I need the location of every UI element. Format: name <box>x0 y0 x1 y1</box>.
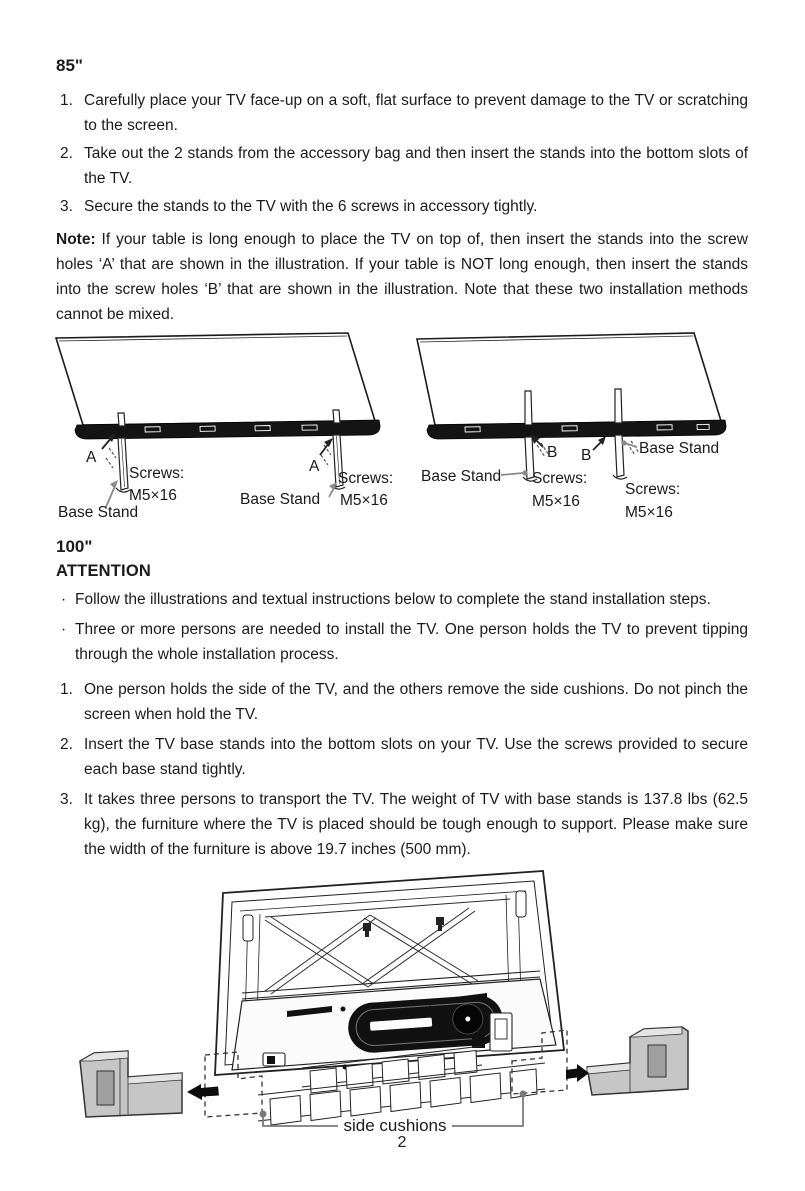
figure-side-cushions <box>70 865 730 1133</box>
label-screws-size: M5×16 <box>129 487 177 504</box>
leader-base-stand-right <box>621 440 637 447</box>
bracket-left-icon <box>243 915 253 941</box>
remove-arrow-left-icon <box>187 1084 219 1100</box>
step-number: 3. <box>60 198 73 215</box>
label-screws: Screws: <box>129 465 185 482</box>
list-item <box>56 587 748 612</box>
side-cushion-left <box>80 1051 182 1117</box>
arrow-a-right <box>320 438 333 455</box>
label-screws: Screws: <box>338 470 394 487</box>
side-cushion-right <box>587 1027 688 1095</box>
leader-base-stand-left <box>501 470 528 475</box>
figure-side-cushions-wrap <box>70 865 748 1133</box>
list-item <box>56 617 748 667</box>
page-number: 2 <box>397 1134 407 1151</box>
list-item <box>56 677 748 727</box>
label-base-stand: Base Stand <box>240 491 321 508</box>
steps-100-list <box>56 677 748 862</box>
step-text: Take out the 2 stands from the accessory bag and then insert the stands into the bottom slots of the TV. <box>84 145 748 187</box>
attention-bullets <box>56 587 748 667</box>
step-number: 2. <box>60 736 73 753</box>
steps-85-list <box>56 88 748 219</box>
heading-85-inch: 85" <box>56 56 83 75</box>
list-item <box>56 194 748 219</box>
note-text: If your table is long enough to place the TV on top of, then insert the stands into the screw holes ‘A’ that are shown in the illustration. If your table is NOT long enough, then insert the stands into the screw holes ‘B’ that are shown in the illustration. Note that these two installation methods cannot be mixed. <box>56 231 748 323</box>
label-screws-size: M5×16 <box>625 504 673 521</box>
label-screws: Screws: <box>532 470 588 487</box>
list-item <box>56 88 748 138</box>
step-number: 1. <box>60 681 73 698</box>
label-base-stand: Base Stand <box>421 468 502 485</box>
figure-stand-position-a <box>50 331 402 529</box>
step-text: Insert the TV base stands into the bottom slots on your TV. Use the screws provided to secure each base stand tightly. <box>84 736 748 778</box>
figure-stand-position-b <box>407 331 765 529</box>
bullet-text: Three or more persons are needed to install the TV. One person holds the TV to prevent tipping through the whole installation process. <box>75 621 748 663</box>
label-position-b: B <box>581 447 592 464</box>
stand-position-figures <box>50 331 765 529</box>
screw-marks <box>627 441 639 455</box>
label-position-a: A <box>309 458 320 475</box>
screw-marks <box>106 448 116 468</box>
step-text: It takes three persons to transport the TV. The weight of TV with base stands is 137.8 lbs (62.5 kg), the furniture where the TV is placed should be tough enough to support. Please make sure the width of the furniture is above 19.7 inches (500 mm). <box>84 791 748 858</box>
label-screws-size: M5×16 <box>532 493 580 510</box>
step-text: One person holds the side of the TV, and the others remove the side cushions. Do not pinch the screen when hold the TV. <box>84 681 748 723</box>
list-item <box>56 141 748 191</box>
step-text: Secure the stands to the TV with the 6 screws in accessory tightly. <box>84 198 538 215</box>
label-side-cushions: side cushions <box>343 1116 447 1133</box>
step-text: Carefully place your TV face-up on a soft, flat surface to prevent damage to the TV or scratching to the screen. <box>84 92 748 134</box>
remove-arrow-right-icon <box>566 1064 589 1082</box>
note-label: Note: <box>56 231 96 248</box>
bracket-right-icon <box>516 891 526 917</box>
heading-attention: ATTENTION <box>56 562 151 580</box>
label-position-b: B <box>547 444 558 461</box>
tv-panel <box>56 333 375 425</box>
list-item <box>56 732 748 782</box>
arrow-b-right <box>593 436 606 450</box>
step-number: 3. <box>60 791 73 808</box>
list-item <box>56 787 748 862</box>
step-number: 2. <box>60 145 73 162</box>
arrow-base-stand-left <box>106 480 118 507</box>
label-base-stand: Base Stand <box>639 440 720 457</box>
label-base-stand: Base Stand <box>58 504 139 521</box>
bullet-glyph: · <box>61 621 67 638</box>
note-paragraph <box>56 227 748 327</box>
label-position-a: A <box>86 449 97 466</box>
arrow-base-stand-right <box>329 482 337 497</box>
label-screws-size: M5×16 <box>340 492 388 509</box>
bullet-glyph: · <box>61 591 67 608</box>
heading-100-inch: 100" <box>56 537 93 556</box>
step-number: 1. <box>60 92 73 109</box>
label-screws: Screws: <box>625 481 681 498</box>
bullet-text: Follow the illustrations and textual instructions below to complete the stand installation steps. <box>75 591 711 608</box>
tv-panel <box>417 333 721 425</box>
